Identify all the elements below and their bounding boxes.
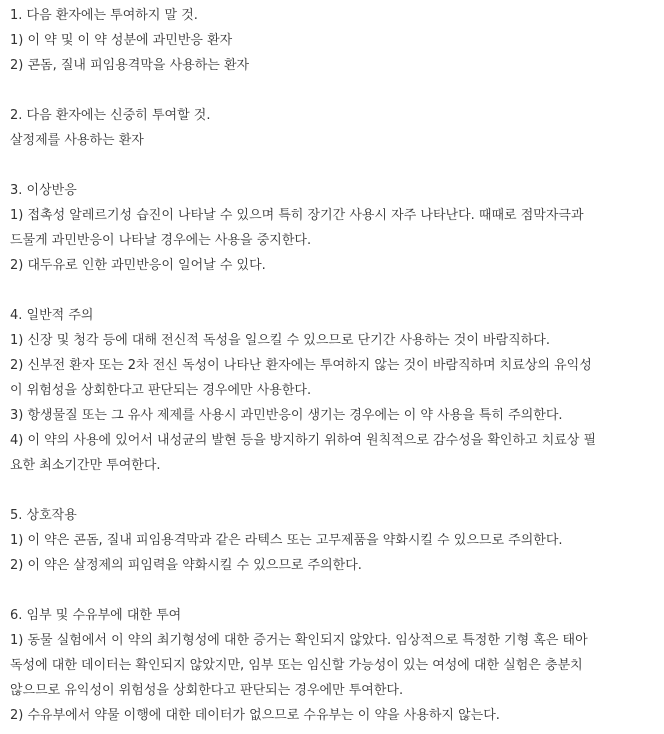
section-line: 요한 최소기간만 투여한다.: [10, 458, 161, 473]
section-spacer: [10, 278, 664, 303]
section-line: 1) 신장 및 청각 등에 대해 전신적 독성을 일으킬 수 있으므로 단기간 사용하는 것이 바람직하다.: [10, 333, 550, 348]
section-line: 2) 수유부에서 약물 이행에 대한 데이터가 없으므로 수유부는 이 약을 사용하지 않는다.: [10, 708, 500, 723]
section-line: 4) 이 약의 사용에 있어서 내성균의 발현 등을 방지하기 위하여 원칙적으로 감수성을 확인하고 치료상 필: [10, 433, 597, 448]
section-line: 독성에 대한 데이터는 확인되지 않았지만, 임부 또는 임신할 가능성이 있는 여성에 대한 실험은 충분치: [10, 658, 583, 673]
section-pregnancy-lactation: [10, 603, 664, 728]
section-spacer: [10, 78, 664, 103]
section-interactions: [10, 503, 664, 578]
section-line: 드물게 과민반응이 나타날 경우에는 사용을 중지한다.: [10, 233, 312, 248]
section-heading: 4. 일반적 주의: [10, 308, 94, 323]
section-heading: 6. 임부 및 수유부에 대한 투여: [10, 608, 182, 623]
section-line: 2) 대두유로 인한 과민반응이 일어날 수 있다.: [10, 258, 266, 273]
section-heading: 1. 다음 환자에는 투여하지 말 것.: [10, 8, 198, 23]
section-heading: 2. 다음 환자에는 신중히 투여할 것.: [10, 108, 211, 123]
section-contraindications: [10, 3, 664, 78]
section-careful-administration: [10, 103, 664, 153]
section-heading: 5. 상호작용: [10, 508, 77, 523]
section-line: 이 위험성을 상회한다고 판단되는 경우에만 사용한다.: [10, 383, 312, 398]
section-adverse-reactions: [10, 178, 664, 278]
section-line: 살정제를 사용하는 환자: [10, 133, 144, 148]
section-spacer: [10, 478, 664, 503]
section-line: 2) 콘돔, 질내 피임용격막을 사용하는 환자: [10, 58, 250, 73]
section-general-precautions: [10, 303, 664, 478]
section-line: 3) 항생물질 또는 그 유사 제제를 사용시 과민반응이 생기는 경우에는 이 약 사용을 특히 주의한다.: [10, 408, 563, 423]
section-line: 1) 이 약 및 이 약 성분에 과민반응 환자: [10, 33, 233, 48]
section-line: 1) 접촉성 알레르기성 습진이 나타날 수 있으며 특히 장기간 사용시 자주 나타난다. 때때로 점막자극과: [10, 208, 584, 223]
precautions-document: [10, 3, 664, 728]
section-heading: 3. 이상반응: [10, 183, 77, 198]
section-line: 1) 이 약은 콘돔, 질내 피임용격막과 같은 라텍스 또는 고무제품을 약화시킬 수 있으므로 주의한다.: [10, 533, 563, 548]
section-line: 2) 신부전 환자 또는 2차 전신 독성이 나타난 환자에는 투여하지 않는 것이 바람직하며 치료상의 유익성: [10, 358, 592, 373]
section-spacer: [10, 578, 664, 603]
section-line: 2) 이 약은 살정제의 피임력을 약화시킬 수 있으므로 주의한다.: [10, 558, 362, 573]
section-spacer: [10, 153, 664, 178]
section-line: 1) 동물 실험에서 이 약의 최기형성에 대한 증거는 확인되지 않았다. 임상적으로 특정한 기형 혹은 태아: [10, 633, 588, 648]
section-line: 않으므로 유익성이 위험성을 상회한다고 판단되는 경우에만 투여한다.: [10, 683, 404, 698]
